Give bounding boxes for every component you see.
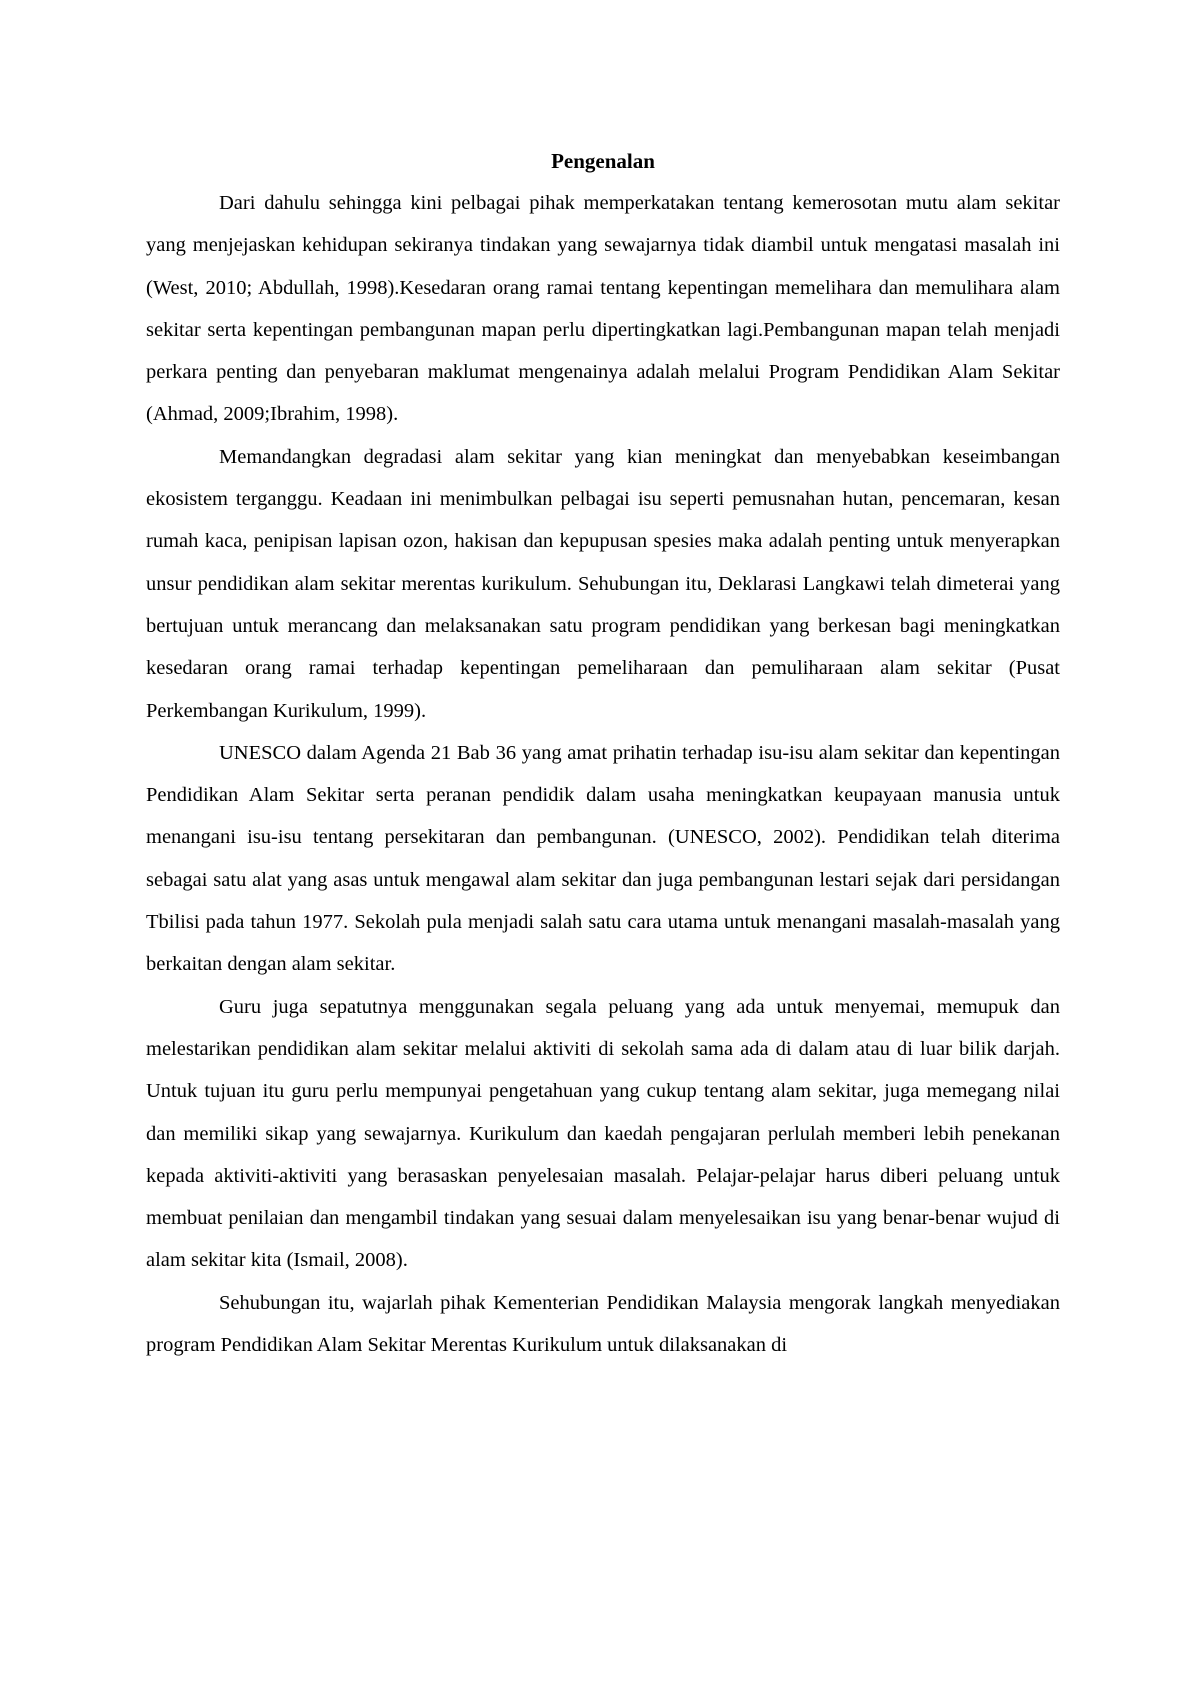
document-body <box>146 140 1060 1366</box>
paragraph-2: Memandangkan degradasi alam sekitar yang kian meningkat dan menyebabkan keseimbangan ekosistem terganggu. Keadaan ini menimbulkan pelbagai isu seperti pemusnahan hutan, pencemaran, kesan rumah kaca, penipisan lapisan ozon, hakisan dan kepupusan spesies maka adalah penting untuk menyerapkan unsur pendidikan alam sekitar merentas kurikulum. Sehubungan itu, Deklarasi Langkawi telah dimeterai yang bertujuan untuk merancang dan melaksanakan satu program pendidikan yang berkesan bagi meningkatkan kesedaran orang ramai terhadap kepentingan pemeliharaan dan pemuliharaan alam sekitar (Pusat Perkembangan Kurikulum, 1999). <box>146 445 1060 722</box>
paragraph-4: Guru juga sepatutnya menggunakan segala peluang yang ada untuk menyemai, memupuk dan melestarikan pendidikan alam sekitar melalui aktiviti di sekolah sama ada di dalam atau di luar bilik darjah. Untuk tujuan itu guru perlu mempunyai pengetahuan yang cukup tentang alam sekitar, juga memegang nilai dan memiliki sikap yang sewajarnya. Kurikulum dan kaedah pengajaran perlulah memberi lebih penekanan kepada aktiviti-aktiviti yang berasaskan penyelesaian masalah. Pelajar-pelajar harus diberi peluang untuk membuat penilaian dan mengambil tindakan yang sesuai dalam menyelesaikan isu yang benar-benar wujud di alam sekitar kita (Ismail, 2008). <box>146 995 1060 1272</box>
page-title: Pengenalan <box>551 149 655 173</box>
paragraph-3: UNESCO dalam Agenda 21 Bab 36 yang amat prihatin terhadap isu-isu alam sekitar dan kepentingan Pendidikan Alam Sekitar serta peranan pendidik dalam usaha meningkatkan keupayaan manusia untuk menangani isu-isu tentang persekitaran dan pembangunan. (UNESCO, 2002). Pendidikan telah diterima sebagai satu alat yang asas untuk mengawal alam sekitar dan juga pembangunan lestari sejak dari persidangan Tbilisi pada tahun 1977. Sekolah pula menjadi salah satu cara utama untuk menangani masalah-masalah yang berkaitan dengan alam sekitar. <box>146 741 1060 976</box>
paragraph-1: Dari dahulu sehingga kini pelbagai pihak memperkatakan tentang kemerosotan mutu alam sekitar yang menjejaskan kehidupan sekiranya tindakan yang sewajarnya tidak diambil untuk mengatasi masalah ini (West, 2010; Abdullah, 1998).Kesedaran orang ramai tentang kepentingan memelihara dan memulihara alam sekitar serta kepentingan pembangunan mapan perlu dipertingkatkan lagi.Pembangunan mapan telah menjadi perkara penting dan penyebaran maklumat mengenainya adalah melalui Program Pendidikan Alam Sekitar (Ahmad, 2009;Ibrahim, 1998). <box>146 192 1060 426</box>
paragraph-5: Sehubungan itu, wajarlah pihak Kementerian Pendidikan Malaysia mengorak langkah menyediakan program Pendidikan Alam Sekitar Merentas Kurikulum untuk dilaksanakan di <box>146 1291 1060 1357</box>
